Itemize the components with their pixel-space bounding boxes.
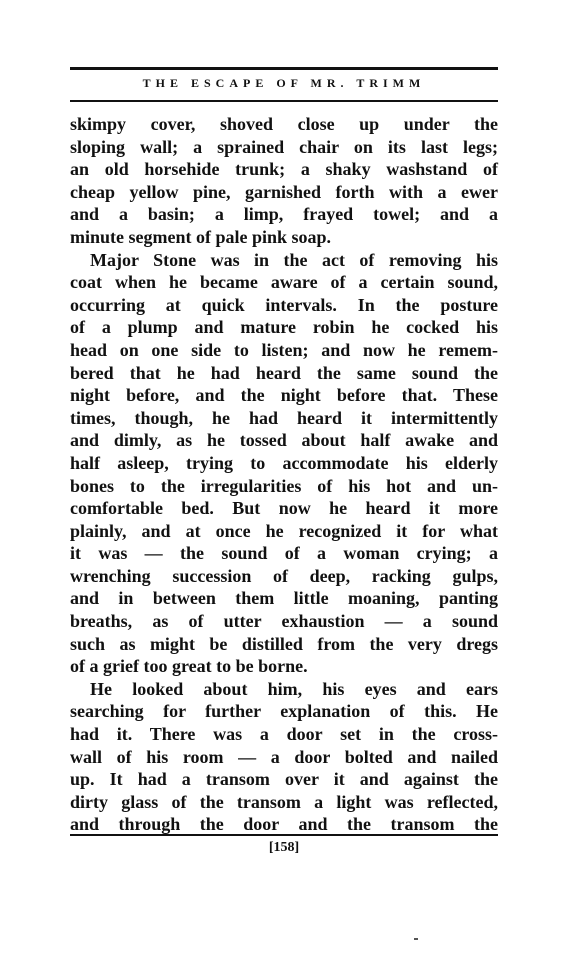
text-line: coat when he became aware of a certain sound, [70,272,498,293]
text-line: and dimly, as he tossed about half awake and [70,430,498,451]
header-rule [70,100,498,102]
body-text [70,113,498,836]
text-line: and in between them little moaning, panting [70,588,498,609]
text-line: sloping wall; a sprained chair on its last legs; [70,136,498,157]
text-line: times, though, he had heard it intermittently [70,407,498,428]
text-line: of a grief too great to be borne. [70,656,308,677]
text-line: plainly, and at once he recognized it for what [70,520,498,541]
text-line: head on one side to listen; and now he remem- [70,339,498,360]
text-line: it was — the sound of a woman crying; a [70,543,498,564]
text-line: and through the door and the transom the [70,814,498,835]
top-rule [70,67,498,70]
text-line: and a basin; a limp, frayed towel; and a [70,204,498,225]
text-line: wrenching succession of deep, racking gulps, [70,565,498,586]
text-line: searching for further explanation of this. He [70,701,498,722]
text-line: had it. There was a door set in the cross- [70,724,498,745]
scan-speck [414,938,418,940]
running-head: THE ESCAPE OF MR. TRIMM [142,76,426,90]
text-line: such as might be distilled from the very dregs [70,633,498,654]
page-number: [158] [268,840,300,855]
text-line: wall of his room — a door bolted and nailed [70,746,498,767]
text-line: an old horsehide trunk; a shaky washstand of [70,159,498,180]
text-line: bones to the irregularities of his hot and un- [70,475,498,496]
text-line: dirty glass of the transom a light was reflected, [70,791,498,812]
text-line: half asleep, trying to accommodate his elderly [70,452,498,473]
bottom-rule [70,834,498,836]
text-line: cheap yellow pine, garnished forth with a ewer [70,181,498,202]
text-line: Major Stone was in the act of removing his [90,249,498,270]
text-line: occurring at quick intervals. In the posture [70,294,498,315]
text-line: bered that he had heard the same sound the [70,362,498,383]
text-line: He looked about him, his eyes and ears [90,678,498,699]
text-line: breaths, as of utter exhaustion — a sound [70,611,498,632]
text-line: of a plump and mature robin he cocked his [70,317,498,338]
text-line: comfortable bed. But now he heard it more [70,498,498,519]
text-line: skimpy cover, shoved close up under the [70,114,498,134]
text-line: night before, and the night before that. These [70,385,498,406]
text-line: up. It had a transom over it and against the [70,769,498,790]
text-line: minute segment of pale pink soap. [70,226,332,247]
